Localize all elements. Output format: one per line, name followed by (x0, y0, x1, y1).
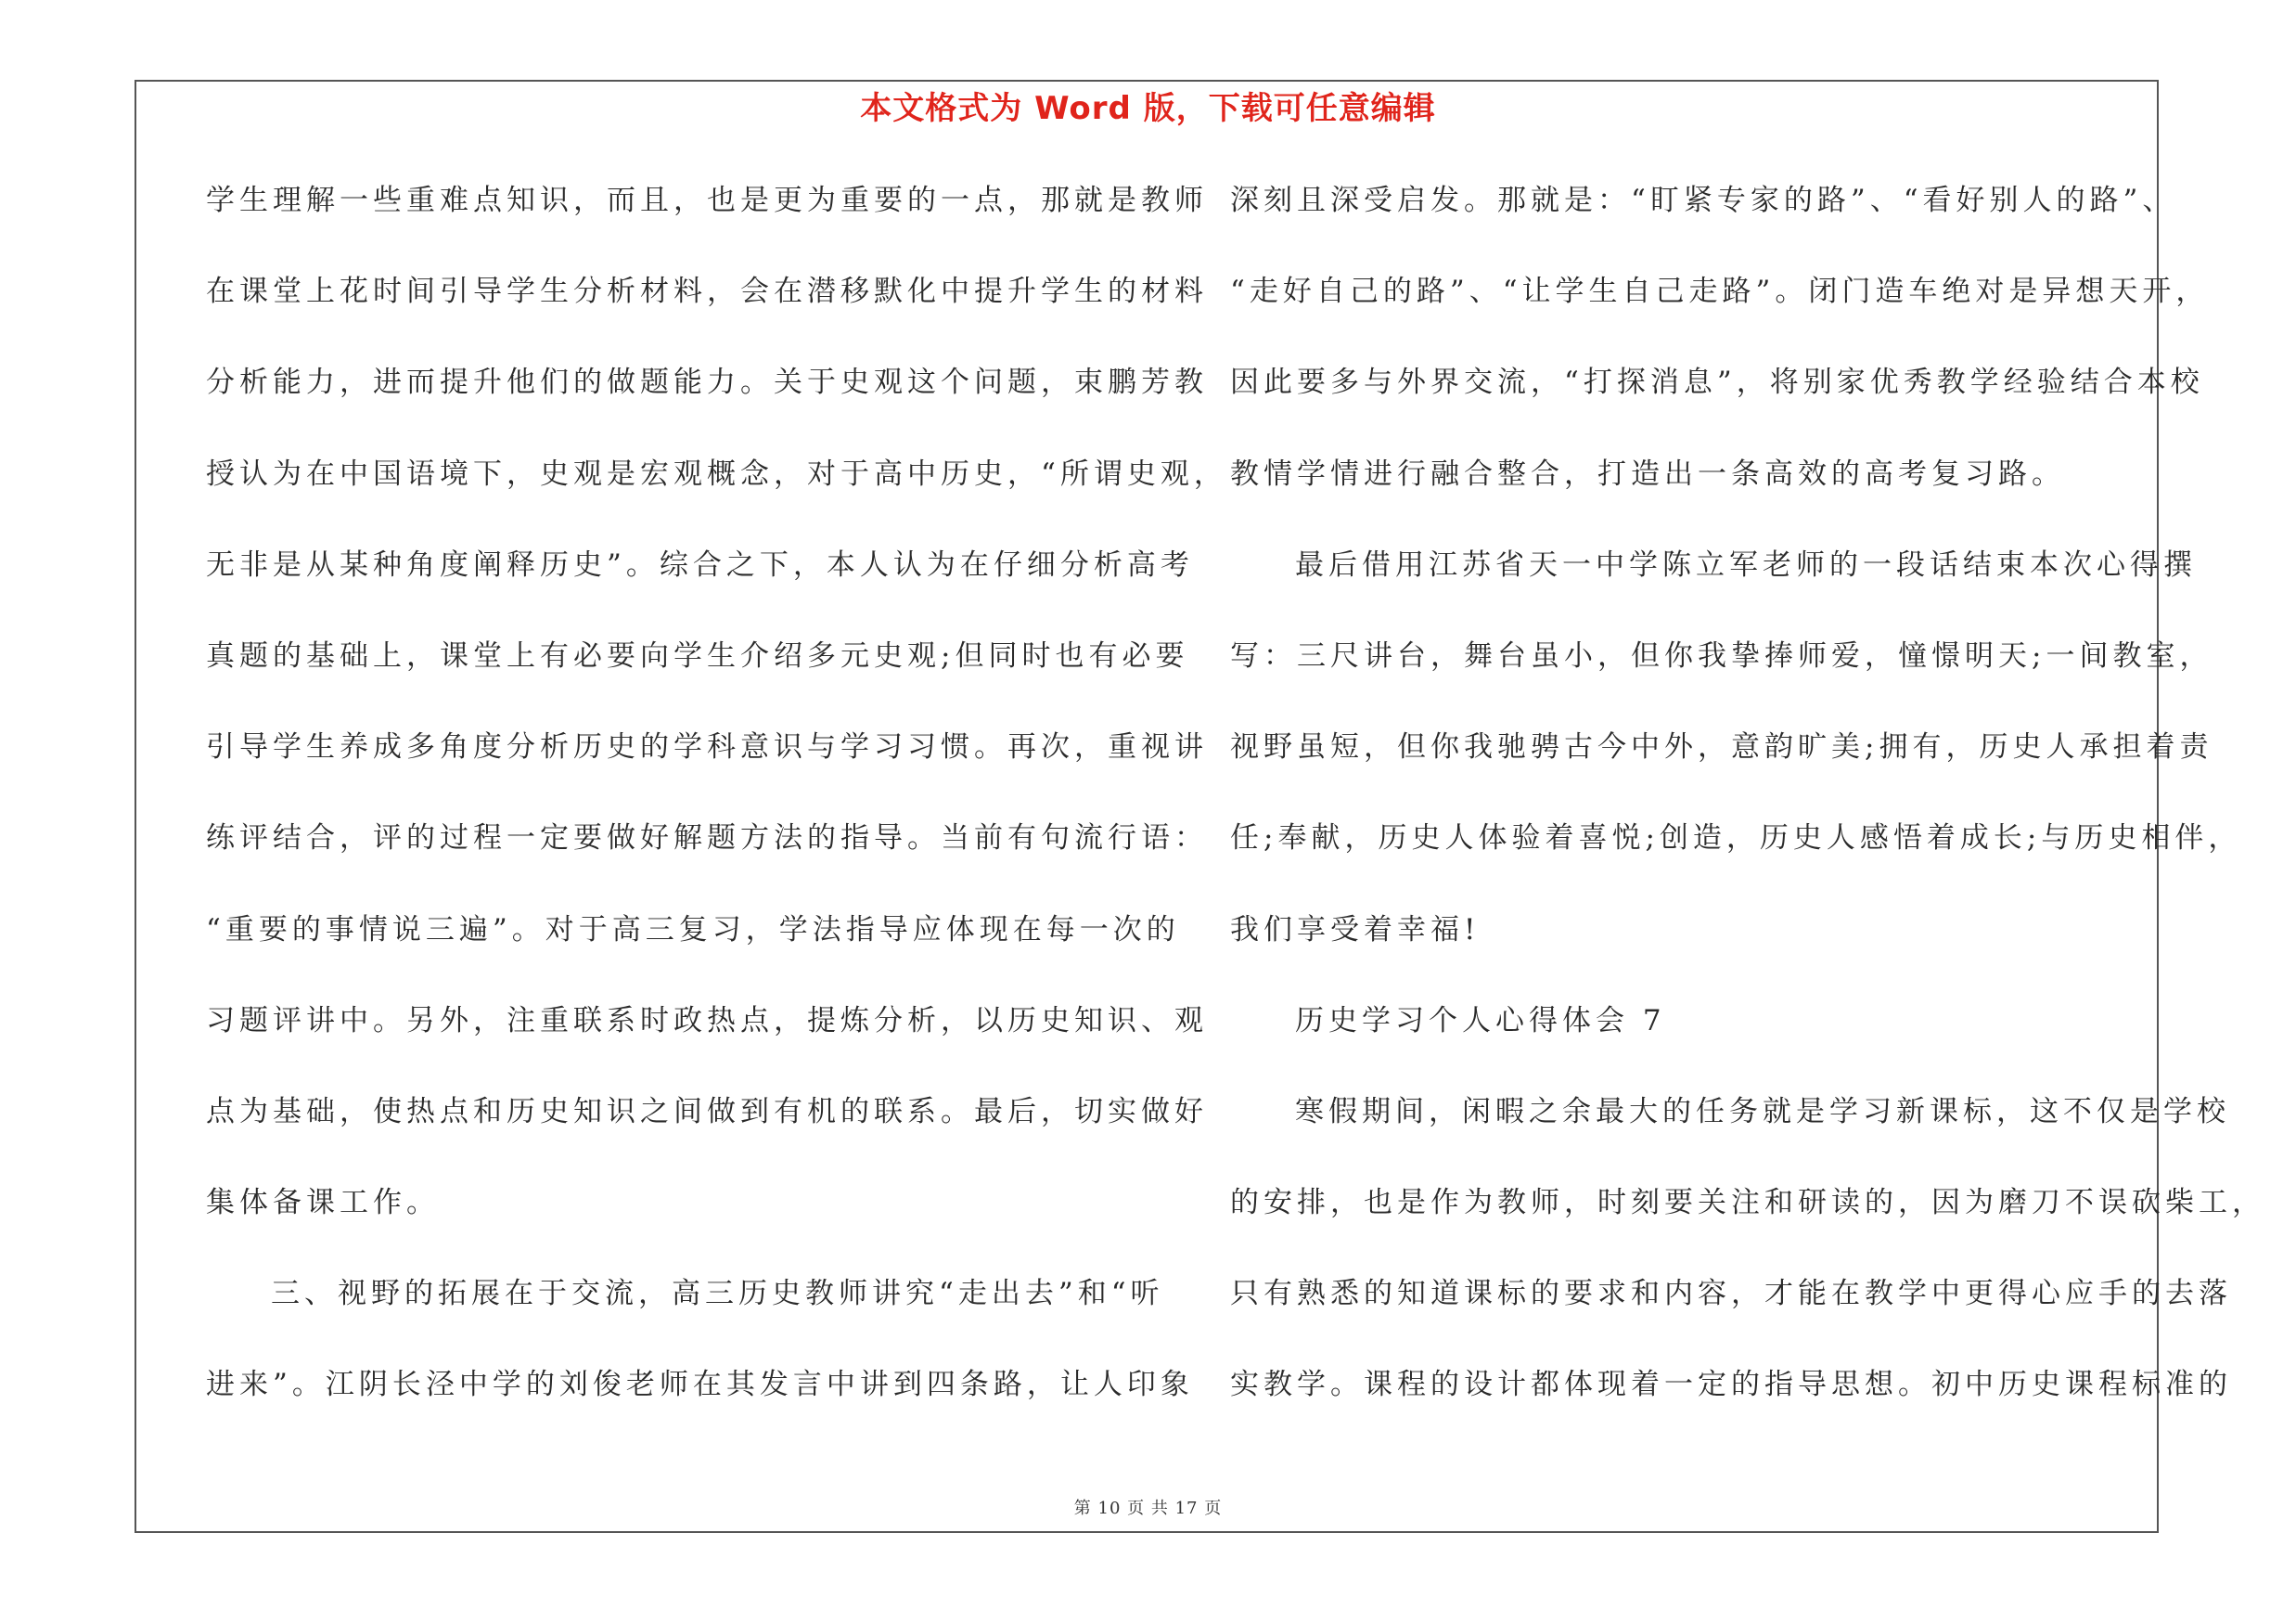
page-number-footer: 第 10 页 共 17 页 (1073, 1499, 1223, 1518)
text-line: 写：三尺讲台，舞台虽小，但你我挚捧师爱，憧憬明天;一间教室， (1230, 638, 2213, 673)
text-line: 我们享受着幸福! (1230, 912, 1481, 947)
text-line: 学生理解一些重难点知识，而且，也是更为重要的一点，那就是教师 (206, 184, 1208, 217)
text-line: 集体备课工作。 (206, 1186, 440, 1220)
text-line: 的安排，也是作为教师，时刻要关注和研读的，因为磨刀不误砍柴工， (1230, 1186, 2265, 1220)
text-line: 因此要多与外界交流，“打探消息”，将别家优秀教学经验结合本校 (1230, 366, 2204, 400)
right-column (1230, 180, 2265, 1456)
text-line: 任;奉献，历史人体验着喜悦;创造，历史人感悟着成长;与历史相伴， (1230, 821, 2242, 856)
text-line: 在课堂上花时间引导学生分析材料，会在潜移默化中提升学生的材料 (206, 275, 1208, 309)
text-line: “重要的事情说三遍”。对于高三复习，学法指导应体现在每一次的 (206, 912, 1180, 947)
text-line: 真题的基础上，课堂上有必要向学生介绍多元史观;但同时也有必要 (206, 638, 1189, 673)
text-line: 只有熟悉的知道课标的要求和内容，才能在教学中更得心应手的去落 (1230, 1277, 2232, 1311)
text-line: 教情学情进行融合整合，打造出一条高效的高考复习路。 (1230, 457, 2065, 491)
text-line: “走好自己的路”、“让学生自己走路”。闭门造车绝对是异想天开， (1230, 275, 2210, 309)
text-line: 三、视野的拓展在于交流，高三历史教师讲究“走出去”和“听 (271, 1277, 1164, 1311)
text-line: 引导学生养成多角度分析历史的学科意识与学习习惯。再次，重视讲 (206, 730, 1208, 765)
text-line: 实教学。课程的设计都体现着一定的指导思想。初中历史课程标准的 (1230, 1368, 2232, 1402)
text-line: 视野虽短，但你我驰骋古今中外，意韵旷美;拥有，历史人承担着责 (1230, 730, 2213, 765)
text-line: 授认为在中国语境下，史观是宏观概念，对于高中历史，“所谓史观， (206, 457, 1227, 491)
text-line: 无非是从某种角度阐释历史”。综合之下，本人认为在仔细分析高考 (206, 547, 1194, 582)
text-line: 练评结合，评的过程一定要做好解题方法的指导。当前有句流行语： (206, 821, 1208, 856)
text-line: 进来”。江阴长泾中学的刘俊老师在其发言中讲到四条路，让人印象 (206, 1368, 1194, 1402)
text-line: 点为基础，使热点和历史知识之间做到有机的联系。最后，切实做好 (206, 1094, 1208, 1128)
text-line: 习题评讲中。另外，注重联系时政热点，提炼分析，以历史知识、观 (206, 1003, 1208, 1037)
text-line: 深刻且深受启发。那就是：“盯紧专家的路”、“看好别人的路”、 (1230, 184, 2176, 217)
left-column (206, 180, 1227, 1456)
text-line: 寒假期间，闲暇之余最大的任务就是学习新课标，这不仅是学校 (1295, 1094, 2230, 1128)
text-line: 最后借用江苏省天一中学陈立军老师的一段话结束本次心得撰 (1295, 547, 2197, 582)
format-banner: 本文格式为 Word 版，下载可任意编辑 (860, 90, 1436, 127)
text-line: 分析能力，进而提升他们的做题能力。关于史观这个问题，束鹏芳教 (206, 366, 1208, 400)
section-heading: 历史学习个人心得体会 7 (1295, 1003, 1666, 1037)
